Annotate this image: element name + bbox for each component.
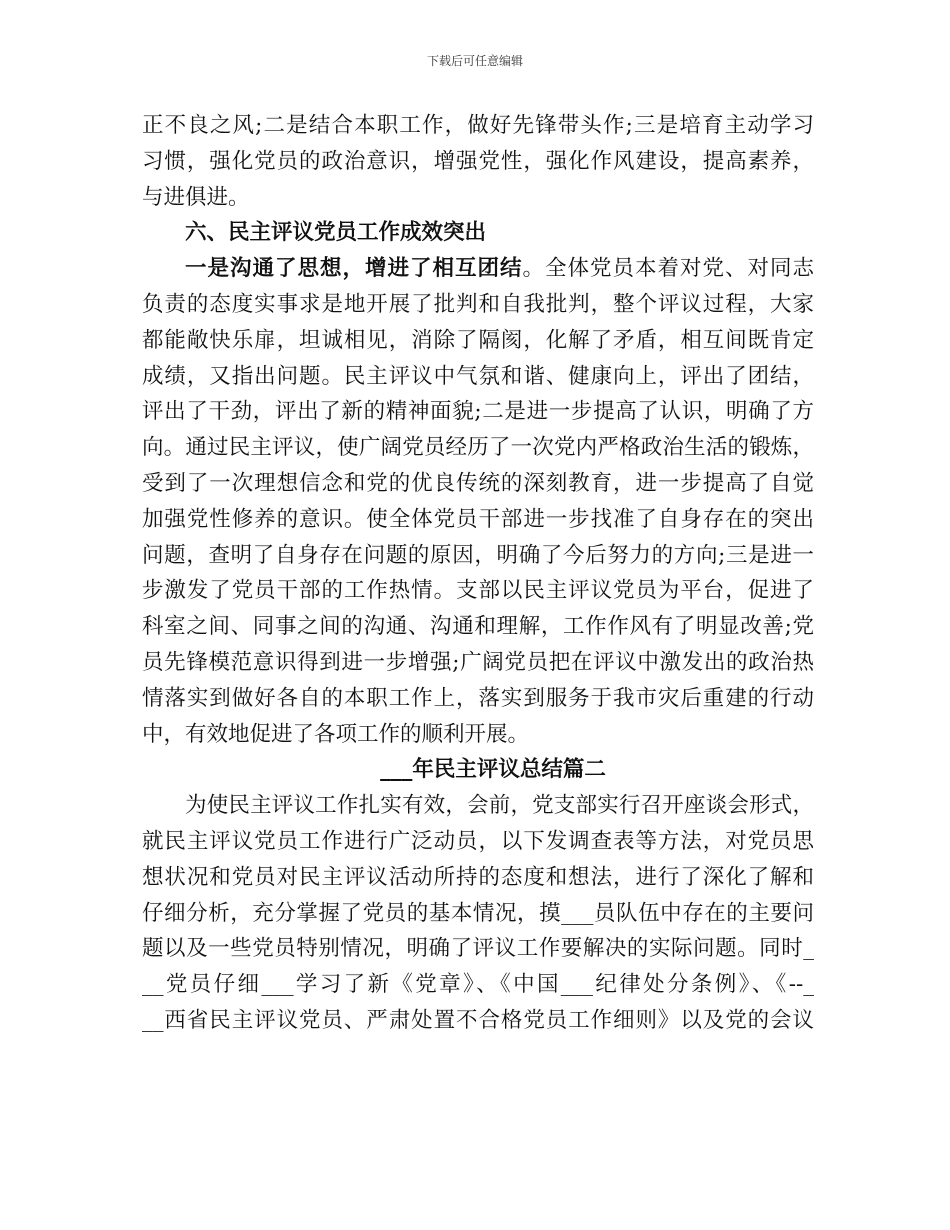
paragraph-line: 题以及一些党员特别情况，明确了评议工作要解决的实际问题。同时_ [142,936,814,962]
paragraph-line: 仔细分析，充分掌握了党员的基本情况，摸___员队伍中存在的主要问 [142,900,814,926]
paragraph-line: 与进俱进。 [142,184,250,210]
paragraph-line: 习惯，强化党员的政治意识，增强党性，强化作风建设，提高素养， [142,148,814,174]
paragraph-line: 负责的态度实事求是地开展了批判和自我批判，整个评议过程，大家 [142,291,814,317]
section-title: ___年民主评议总结篇二 [380,757,606,783]
paragraph-line: 为使民主评议工作扎实有效，会前，党支部实行召开座谈会形式， [185,793,814,819]
paragraph-line: 就民主评议党员工作进行广泛动员，以下发调查表等方法，对党员思 [142,828,814,854]
paragraph-line: 成绩，又指出问题。民主评议中气氛和谐、健康向上，评出了团结， [142,363,814,389]
paragraph-line: 想状况和党员对民主评议活动所持的态度和想法，进行了深化了解和 [142,864,814,890]
paragraph-line: __党员仔细___学习了新《党章》、《中国___纪律处分条例》、《--_ [142,972,814,998]
paragraph-line: 科室之间、同事之间的沟通、沟通和理解，工作作风有了明显改善;党 [142,614,814,640]
paragraph-line: 向。通过民主评议，使广阔党员经历了一次党内严格政治生活的锻炼， [142,435,814,461]
paragraph-line: 员先锋模范意识得到进一步增强;广阔党员把在评议中激发出的政治热 [142,649,814,675]
paragraph-line: 都能敞快乐扉，坦诚相见，消除了隔阂，化解了矛盾，相互间既肯定 [142,327,814,353]
paragraph-line: 评出了干劲，评出了新的精神面貌;二是进一步提高了认识，明确了方 [142,399,814,425]
document-body [142,108,814,1039]
paragraph-line [142,251,814,287]
paragraph-line: __西省民主评议党员、严肃处置不合格党员工作细则》以及党的会议 [142,1007,814,1033]
paragraph-text: 。全体党员本着对党、对同志 [522,256,814,282]
page-header: 下载后可任意编辑 [426,54,523,68]
paragraph-line: 加强党性修养的意识。使全体党员干部进一步找准了自身存在的突出 [142,506,814,532]
paragraph-line: 正不良之风;二是结合本职工作，做好先锋带头作;三是培育主动学习 [142,113,814,138]
bold-lead-text: 一是沟通了思想，增进了相互团结 [185,256,523,282]
section-heading: 六、民主评议党员工作成效突出 [185,220,487,246]
paragraph-line: 步激发了党员干部的工作热情。支部以民主评议党员为平台，促进了 [142,578,814,604]
paragraph-line: 中，有效地促进了各项工作的顺利开展。 [142,721,530,747]
paragraph-line: 受到了一次理想信念和党的优良传统的深刻教育，进一步提高了自觉 [142,470,814,496]
paragraph-line: 问题，查明了自身存在问题的原因，明确了今后努力的方向;三是进一 [142,542,814,568]
paragraph-line: 情落实到做好各自的本职工作上，落实到服务于我市灾后重建的行动 [142,685,814,711]
